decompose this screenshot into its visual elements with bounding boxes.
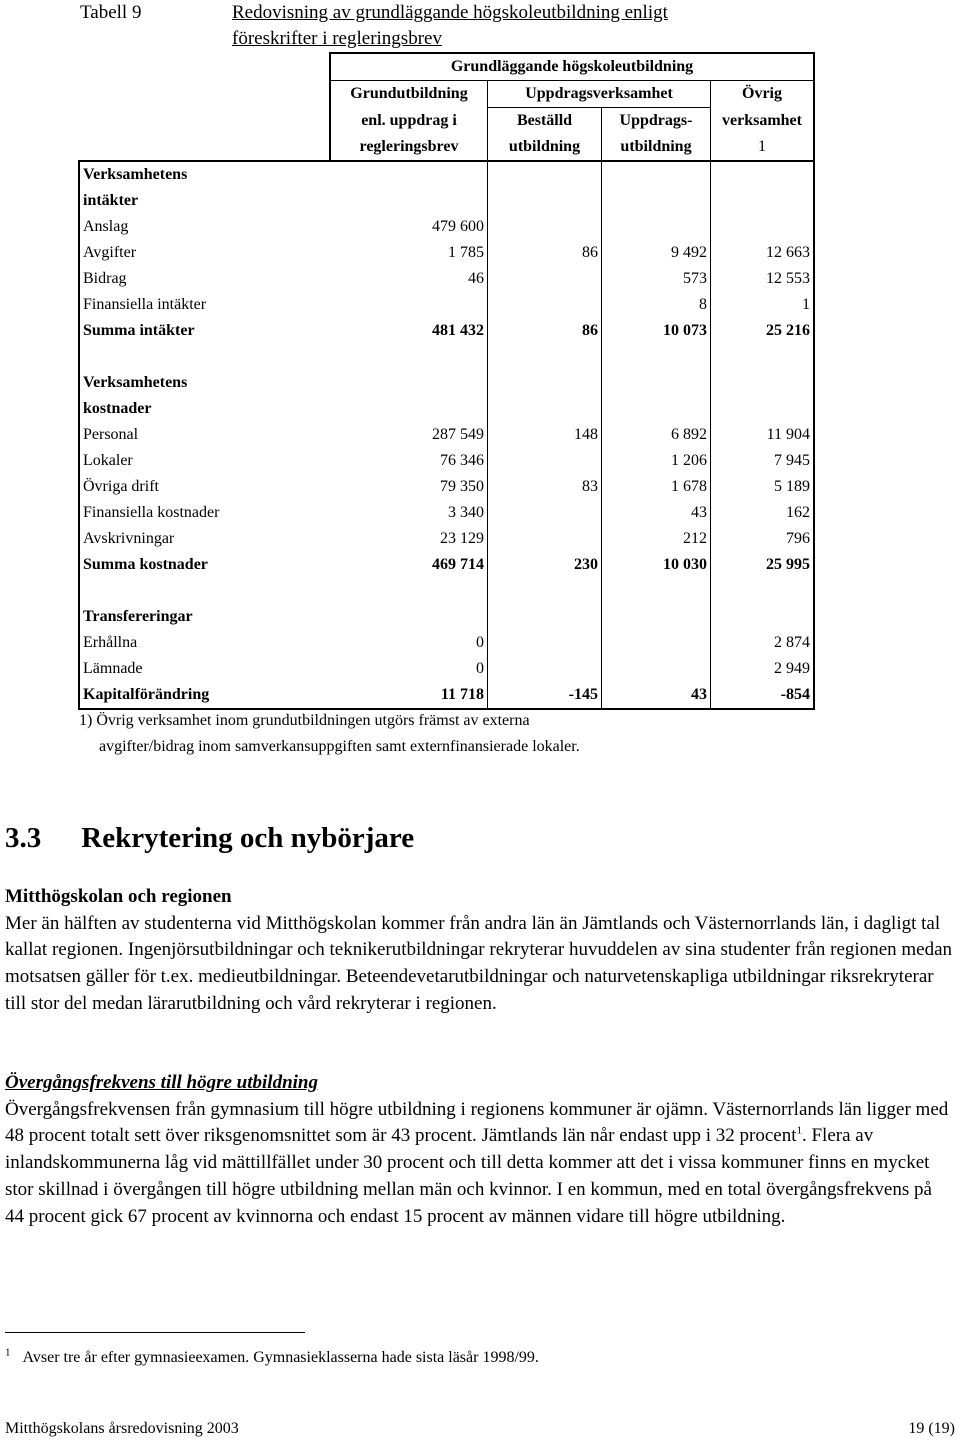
cell-col4: 25 216 — [711, 318, 815, 344]
cell-col4: -854 — [711, 682, 815, 709]
table-row — [79, 214, 814, 240]
cell-col2 — [488, 656, 602, 682]
paragraph — [5, 1097, 955, 1231]
cell-col4: 796 — [711, 526, 815, 552]
cell-col3: 9 492 — [602, 240, 711, 266]
header-col4-a: Övrig — [711, 81, 815, 108]
header-row-1 — [79, 81, 814, 108]
subsection-regionen — [5, 884, 955, 1018]
table-note-line1: 1) Övrig verksamhet inom grundutbildningen utgörs främst av externa — [79, 712, 530, 729]
cell-col3: 43 — [602, 682, 711, 709]
cell-col4: 11 904 — [711, 422, 815, 448]
paragraph-text-a: Övergångsfrekvensen från gymnasium till högre utbildning i regionens kommuner är ojämn. Västernorrlands län ligger med 48 procent totalt sett över riksgenomsnittet som är 43 procent. Jämtlands län når endast upp i 32 procent — [5, 1098, 949, 1147]
footnote — [5, 1345, 539, 1371]
cell-col2: 230 — [488, 552, 602, 578]
header-col3-a: Uppdrags- — [602, 108, 711, 135]
footnote-text: Avser tre år efter gymnasieexamen. Gymnasieklasserna hade sista läsår 1998/99. — [22, 1349, 539, 1366]
section-title: Rekrytering och nybörjare — [81, 822, 415, 854]
table-title-line1: Redovisning av grundläggande högskoleutbildning enligt — [232, 2, 668, 23]
cell-col4: 7 945 — [711, 448, 815, 474]
cell-col1: 481 432 — [330, 318, 488, 344]
cell-col2: 86 — [488, 240, 602, 266]
cell-col2 — [488, 292, 602, 318]
row-label: Personal — [79, 422, 330, 448]
cell-col3: 1 206 — [602, 448, 711, 474]
cell-col1: 76 346 — [330, 448, 488, 474]
cell-col3: 573 — [602, 266, 711, 292]
row-label: Summa kostnader — [79, 552, 330, 578]
row-label: Finansiella intäkter — [79, 292, 330, 318]
cell-col3: 10 073 — [602, 318, 711, 344]
cell-col1 — [330, 292, 488, 318]
cell-col2: 148 — [488, 422, 602, 448]
cell-col4: 2 949 — [711, 656, 815, 682]
section-row — [79, 370, 814, 396]
row-label: Avskrivningar — [79, 526, 330, 552]
table-title-line2: föreskrifter i regleringsbrev — [232, 28, 442, 49]
cell-col3 — [602, 214, 711, 240]
row-label: Övriga drift — [79, 474, 330, 500]
header-col1-a: Grundutbildning — [330, 81, 488, 108]
cell-col4: 12 663 — [711, 240, 815, 266]
cell-col2: 86 — [488, 318, 602, 344]
table-row — [79, 474, 814, 500]
header-group: Grundläggande högskoleutbildning — [330, 53, 814, 81]
section-row — [79, 604, 814, 630]
cell-col3: 10 030 — [602, 552, 711, 578]
section-income-label-1: Verksamhetens — [79, 161, 330, 188]
cell-col2 — [488, 500, 602, 526]
subsection-overgangsfrekvens — [5, 1070, 955, 1230]
cell-col4: 5 189 — [711, 474, 815, 500]
table-row — [79, 448, 814, 474]
row-label: Kapitalförändring — [79, 682, 330, 709]
cell-col2 — [488, 266, 602, 292]
cell-col3: 1 678 — [602, 474, 711, 500]
table-row — [79, 526, 814, 552]
cell-col3: 212 — [602, 526, 711, 552]
section-row — [79, 396, 814, 422]
cell-col2: -145 — [488, 682, 602, 709]
financial-table — [78, 52, 815, 710]
table-row — [79, 656, 814, 682]
cell-col1: 287 549 — [330, 422, 488, 448]
header-uppdrag: Uppdragsverksamhet — [488, 81, 711, 108]
footnote-number: 1 — [5, 1346, 11, 1359]
cell-col2 — [488, 630, 602, 656]
cell-col1: 11 718 — [330, 682, 488, 709]
cell-col4: 1 — [711, 292, 815, 318]
cell-col1: 1 785 — [330, 240, 488, 266]
section-heading — [5, 818, 414, 858]
cell-col1: 0 — [330, 656, 488, 682]
row-label: Finansiella kostnader — [79, 500, 330, 526]
cell-col1: 479 600 — [330, 214, 488, 240]
total-row — [79, 318, 814, 344]
row-label: Summa intäkter — [79, 318, 330, 344]
paragraph: Mer än hälften av studenterna vid Mitthögskolan kommer från andra län än Jämtlands och Västernorrlands län, i dagligt tal kallat regionen. Ingenjörsutbildningar och teknikerutbildningar rekryterar huvuddelen av sina studenter från regionen medan motsatsen gäller för t.ex. medieutbildningar. Beteendevetarutbildningar och naturvetenskapliga utbildningar riksrekryterar till stor del medan lärarutbildning och vård rekryterar i regionen. — [5, 912, 953, 1014]
cell-col3: 8 — [602, 292, 711, 318]
total-row — [79, 682, 814, 709]
cell-col1: 0 — [330, 630, 488, 656]
subsection-heading: Mitthögskolan och regionen — [5, 886, 232, 907]
cell-col1: 469 714 — [330, 552, 488, 578]
table-row — [79, 292, 814, 318]
section-cost-label-2: kostnader — [79, 396, 330, 422]
subsection-heading: Övergångsfrekvens till högre utbildning — [5, 1072, 318, 1093]
header-row-group — [79, 53, 814, 81]
footnote-reference: 1 — [796, 1125, 802, 1138]
section-transfer-label: Transfereringar — [79, 604, 330, 630]
row-label: Bidrag — [79, 266, 330, 292]
cell-col2 — [488, 526, 602, 552]
header-col2-a: Beställd — [488, 108, 602, 135]
header-col1-b: enl. uppdrag i — [330, 108, 488, 135]
header-col1-c: regleringsbrev — [330, 134, 488, 161]
table-note-line2: avgifter/bidrag inom samverkansuppgiften samt externfinansierade lokaler. — [99, 738, 580, 755]
spacer-row — [79, 578, 814, 604]
cell-col1: 46 — [330, 266, 488, 292]
row-label: Anslag — [79, 214, 330, 240]
cell-col2 — [488, 214, 602, 240]
section-row — [79, 161, 814, 188]
row-label: Lokaler — [79, 448, 330, 474]
cell-col2 — [488, 448, 602, 474]
row-label: Avgifter — [79, 240, 330, 266]
cell-col3: 43 — [602, 500, 711, 526]
spacer-row — [79, 344, 814, 370]
cell-col1: 79 350 — [330, 474, 488, 500]
section-number: 3.3 — [5, 822, 42, 854]
table-number: Tabell 9 — [80, 2, 142, 23]
table-row — [79, 266, 814, 292]
cell-col1: 23 129 — [330, 526, 488, 552]
cell-col4: 2 874 — [711, 630, 815, 656]
total-row — [79, 552, 814, 578]
cell-col3: 6 892 — [602, 422, 711, 448]
table-row — [79, 422, 814, 448]
section-row — [79, 188, 814, 214]
table-row — [79, 630, 814, 656]
cell-col4: 12 553 — [711, 266, 815, 292]
section-income-label-2: intäkter — [79, 188, 330, 214]
paragraph-text-b: . Flera av inlandskommunerna låg vid mättillfället under 30 procent och till detta kommer att det i vissa kommuner finns en mycket stor skillnad i övergången till högre utbildning mellan män och kvinnor. I en kommun, med en total övergångsfrekvens på 44 procent gick 67 procent av kvinnorna och endast 15 procent av männen vidare till högre utbildning. — [5, 1125, 932, 1227]
cell-col4 — [711, 214, 815, 240]
header-col3-b: utbildning — [602, 134, 711, 161]
cell-col4: 25 995 — [711, 552, 815, 578]
header-col4-b: verksamhet — [711, 108, 815, 135]
row-label: Lämnade — [79, 656, 330, 682]
footer-left: Mitthögskolans årsredovisning 2003 — [5, 1420, 239, 1437]
footnote-separator — [5, 1332, 305, 1333]
table-row — [79, 240, 814, 266]
header-row-2 — [79, 108, 814, 135]
header-row-3 — [79, 134, 814, 161]
row-label: Erhållna — [79, 630, 330, 656]
cell-col4: 162 — [711, 500, 815, 526]
header-col2-b: utbildning — [488, 134, 602, 161]
cell-col3 — [602, 630, 711, 656]
cell-col2: 83 — [488, 474, 602, 500]
header-col4-c: 1 — [711, 134, 815, 161]
page-number: 19 (19) — [908, 1420, 955, 1437]
cell-col3 — [602, 656, 711, 682]
table-row — [79, 500, 814, 526]
section-cost-label-1: Verksamhetens — [79, 370, 330, 396]
cell-col1: 3 340 — [330, 500, 488, 526]
